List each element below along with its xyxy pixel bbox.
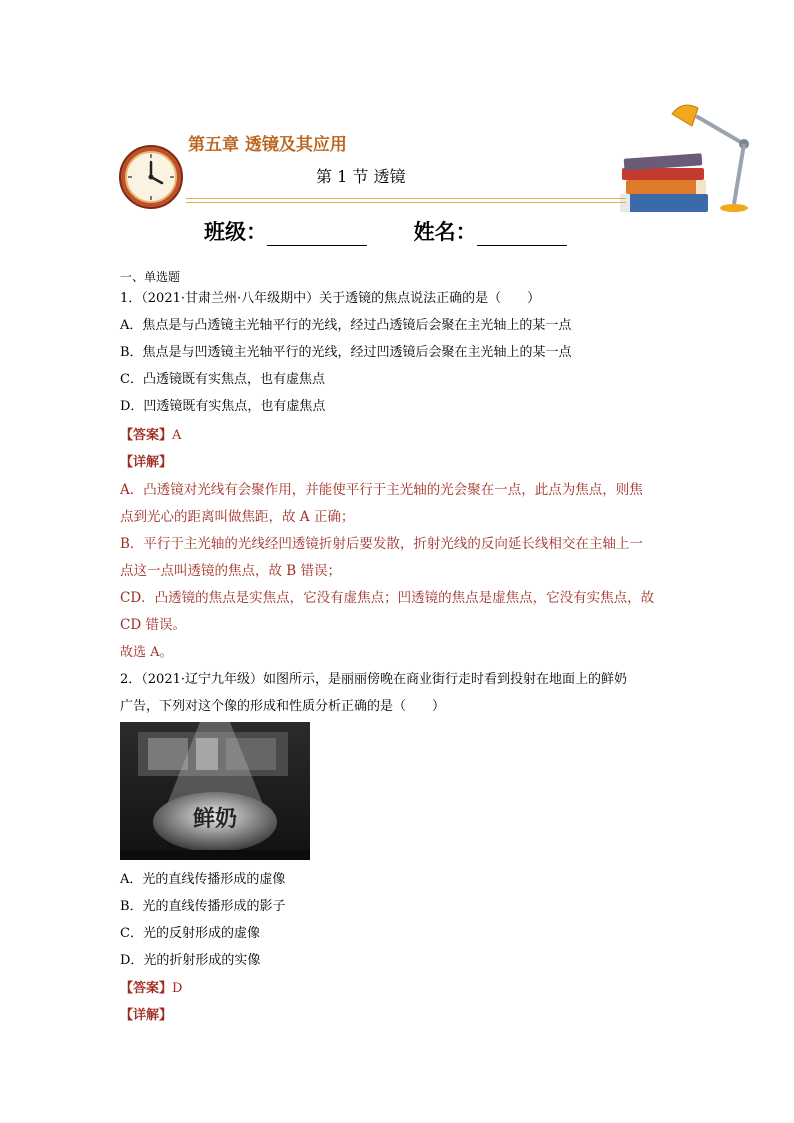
- class-label: 班级：: [204, 219, 267, 244]
- milk-ad-photo: [120, 722, 310, 860]
- question-1-explanation-line: 点到光心的距离叫做焦距，故 A 正确；: [120, 509, 355, 525]
- milk-ad-text: 鲜奶: [192, 807, 238, 832]
- book-stack-icon: [614, 150, 714, 216]
- question-1-explanation-line: CD．凸透镜的焦点是实焦点，它没有虚焦点；凹透镜的焦点是虚焦点，它没有实焦点，故: [120, 590, 655, 606]
- question-2-option-a: A．光的直线传播形成的虚像: [120, 872, 286, 887]
- section-title: 第 1 节 透镜: [316, 167, 406, 186]
- name-label: 姓名：: [413, 219, 477, 244]
- question-1-option-b: B．焦点是与凹透镜主光轴平行的光线，经过凹透镜后会聚在主光轴上的某一点: [120, 345, 572, 360]
- header-rule: [186, 198, 626, 199]
- question-1-detail-tag: 【详解】: [120, 455, 173, 470]
- question-1-conclusion: 故选 A。: [120, 645, 173, 660]
- answer-tag: 【答案】: [120, 981, 173, 996]
- section-heading: 一、单选题: [120, 270, 181, 284]
- name-blank[interactable]: [477, 225, 567, 246]
- question-1-explanation-line: A．凸透镜对光线有会聚作用，并能使平行于主光轴的光会聚在一点，此点为焦点，则焦: [120, 482, 643, 498]
- question-1-option-d: D．凹透镜既有实焦点，也有虚焦点: [120, 399, 326, 414]
- class-blank[interactable]: [267, 225, 367, 246]
- question-1-explanation-line: 点这一点叫透镜的焦点，故 B 错误；: [120, 563, 342, 579]
- question-1-explanation-line: CD 错误。: [120, 617, 186, 633]
- question-2-detail-tag: 【详解】: [120, 1008, 173, 1023]
- answer-value: D: [172, 981, 183, 996]
- question-1-stem: 1．（2021·甘肃兰州·八年级期中）关于透镜的焦点说法正确的是（ ）: [120, 291, 541, 306]
- answer-value: A: [172, 428, 182, 443]
- header-rule-secondary: [186, 202, 626, 203]
- question-1-option-c: C．凸透镜既有实焦点，也有虚焦点: [120, 372, 325, 387]
- answer-tag: 【答案】: [120, 428, 173, 443]
- question-1-option-a: A．焦点是与凸透镜主光轴平行的光线，经过凸透镜后会聚在主光轴上的某一点: [120, 318, 572, 333]
- question-1-explanation-line: B．平行于主光轴的光线经凹透镜折射后要发散，折射光线的反向延长线相交在主轴上一: [120, 536, 643, 552]
- question-1-answer: [120, 424, 181, 443]
- clock-icon: [118, 144, 184, 210]
- student-info-row: [204, 216, 567, 246]
- question-2-answer: [120, 977, 182, 996]
- question-2-option-b: B．光的直线传播形成的影子: [120, 899, 286, 914]
- question-2-option-d: D．光的折射形成的实像: [120, 953, 261, 968]
- chapter-title: 第五章 透镜及其应用: [188, 135, 347, 155]
- question-2-option-c: C．光的反射形成的虚像: [120, 926, 260, 941]
- question-2-stem-line: 广告，下列对这个像的形成和性质分析正确的是（ ）: [120, 699, 446, 714]
- question-2-stem-line: 2．（2021·辽宁九年级）如图所示，是丽丽傍晚在商业街行走时看到投射在地面上的鲜奶: [120, 672, 627, 687]
